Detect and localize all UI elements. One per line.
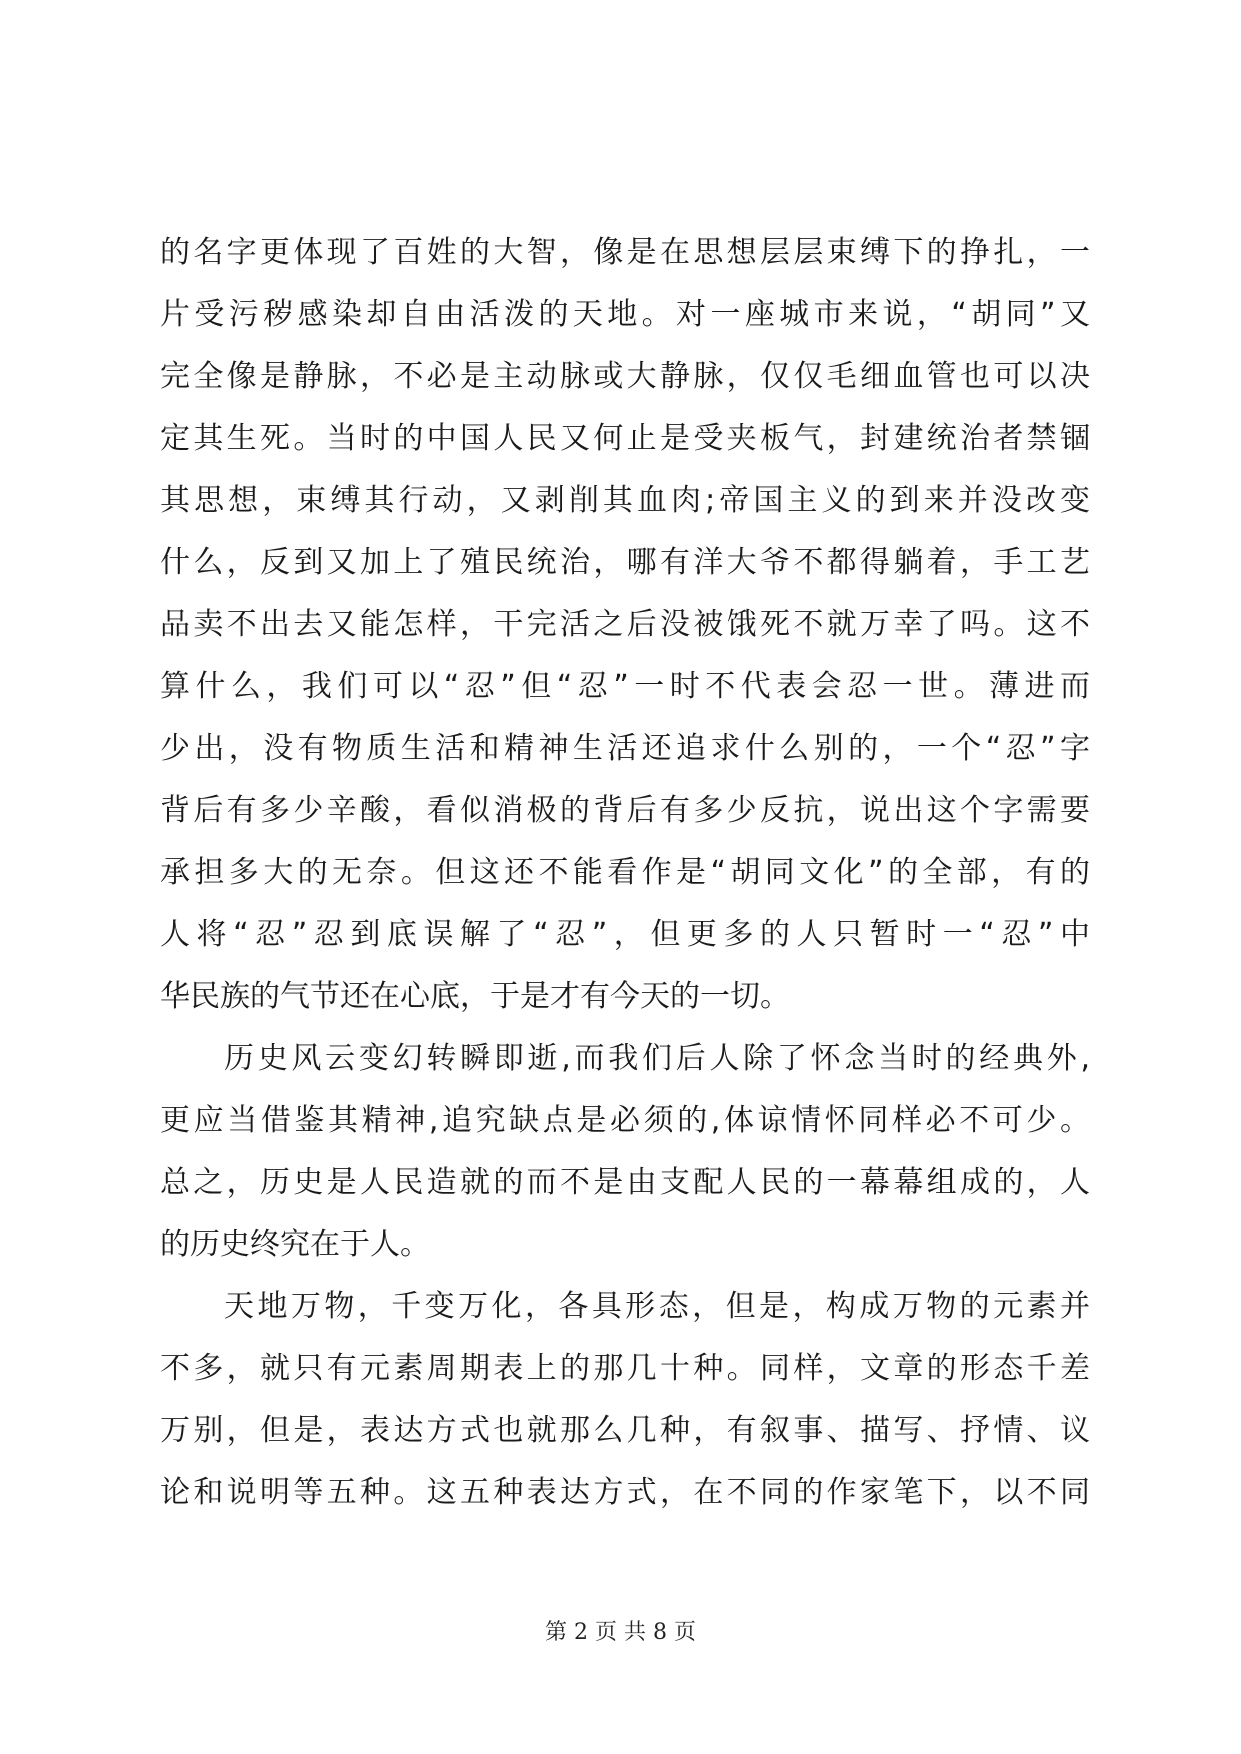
text-line: 片受污秽感染却自由活泼的天地。对一座城市来说，“胡同”又 [160, 297, 1090, 332]
text-line: 品卖不出去又能怎样，干完活之后没被饿死不就万幸了吗。这不 [160, 607, 1090, 642]
text-line: 背后有多少辛酸，看似消极的背后有多少反抗，说出这个字需要 [160, 793, 1090, 828]
text-line: 历史风云变幻转瞬即逝,而我们后人除了怀念当时的经典外, [224, 1041, 1090, 1076]
text-line: 承担多大的无奈。但这还不能看作是“胡同文化”的全部，有的 [160, 855, 1090, 890]
text-line: 不多，就只有元素周期表上的那几十种。同样，文章的形态千差 [160, 1351, 1090, 1386]
text-line: 更应当借鉴其精神,追究缺点是必须的,体谅情怀同样必不可少。 [160, 1103, 1090, 1138]
text-line: 天地万物，千变万化，各具形态，但是，构成万物的元素并 [224, 1289, 1090, 1324]
text-line: 总之，历史是人民造就的而不是由支配人民的一幕幕组成的，人 [160, 1165, 1090, 1200]
text-line: 华民族的气节还在心底，于是才有今天的一切。 [160, 979, 790, 1014]
text-line: 什么，反到又加上了殖民统治，哪有洋大爷不都得躺着，手工艺 [160, 545, 1090, 580]
text-line: 的历史终究在于人。 [160, 1227, 430, 1262]
text-line: 完全像是静脉，不必是主动脉或大静脉，仅仅毛细血管也可以决 [160, 359, 1090, 394]
text-line: 少出，没有物质生活和精神生活还追求什么别的，一个“忍”字 [160, 731, 1090, 766]
text-line: 论和说明等五种。这五种表达方式，在不同的作家笔下，以不同 [160, 1475, 1090, 1510]
text-line: 人将“忍”忍到底误解了“忍”，但更多的人只暂时一“忍”中 [160, 917, 1090, 952]
text-line: 万别，但是，表达方式也就那么几种，有叙事、描写、抒情、议 [160, 1413, 1090, 1448]
text-line: 的名字更体现了百姓的大智，像是在思想层层束缚下的挣扎，一 [160, 235, 1090, 270]
text-line: 其思想，束缚其行动，又剥削其血肉;帝国主义的到来并没改变 [160, 483, 1090, 518]
text-line: 定其生死。当时的中国人民又何止是受夹板气，封建统治者禁锢 [160, 421, 1090, 456]
body-text [160, 222, 1090, 1524]
page-footer: 第 2 页 共 8 页 [545, 1620, 696, 1645]
text-line: 算什么，我们可以“忍”但“忍”一时不代表会忍一世。薄进而 [160, 669, 1090, 704]
